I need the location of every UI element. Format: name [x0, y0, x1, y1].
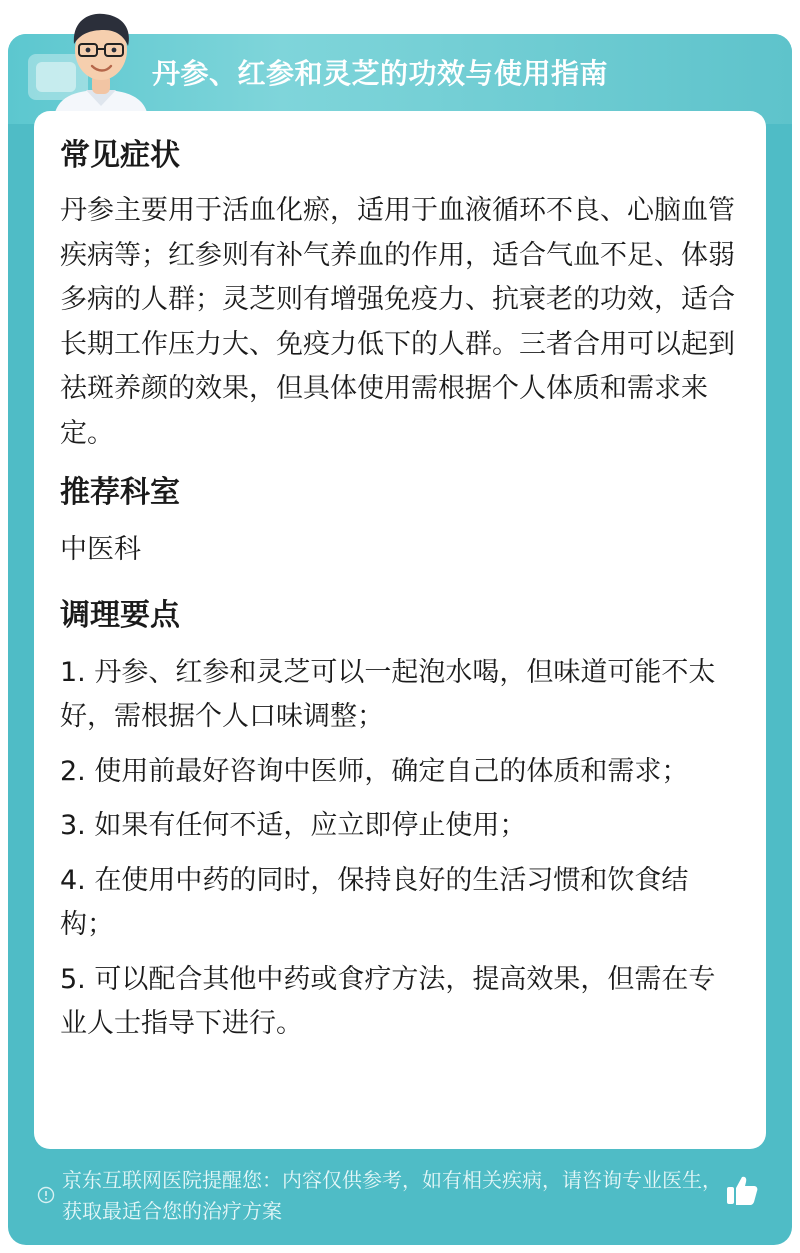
content-body [60, 131, 740, 1047]
footer-disclaimer: 京东互联网医院提醒您：内容仅供参考，如有相关疾病，请咨询专业医生，获取最适合您的治疗方案 [62, 1168, 722, 1223]
section-department [60, 468, 740, 573]
thumbs-up-icon[interactable] [724, 1172, 760, 1208]
section-symptoms [60, 131, 740, 456]
doctor-avatar-icon [46, 6, 156, 118]
section-heading: 推荐科室 [60, 475, 180, 510]
section-heading: 常见症状 [60, 138, 180, 173]
content-card [34, 111, 766, 1149]
list-item: 1. 丹参、红参和灵芝可以一起泡水喝，但味道可能不太好，需根据个人口味调整； [60, 656, 716, 732]
section-text: 丹参主要用于活血化瘀，适用于血液循环不良、心脑血管疾病等；红参则有补气养血的作用，适合气血不足、体弱多病的人群；灵芝则有增强免疫力、抗衰老的功效，适合长期工作压力大、免疫力低下的人群。三者合用可以起到祛斑养颜的效果，但具体使用需根据个人体质和需求来定。 [60, 195, 735, 449]
section-heading: 调理要点 [60, 597, 180, 633]
list-item: 2. 使用前最好咨询中医师，确定自己的体质和需求； [60, 755, 689, 787]
list-item: 3. 如果有任何不适，应立即停止使用； [60, 810, 527, 841]
list-item: 4. 在使用中药的同时，保持良好的生活习惯和饮食结构； [60, 864, 689, 940]
page-title: 丹参、红参和灵芝的功效与使用指南 [152, 57, 609, 90]
list-item: 5. 可以配合其他中药或食疗方法，提高效果，但需在专业人士指导下进行。 [60, 963, 716, 1039]
section-tips [60, 591, 740, 1047]
department-text: 中医科 [60, 534, 141, 565]
info-icon [37, 1186, 55, 1204]
